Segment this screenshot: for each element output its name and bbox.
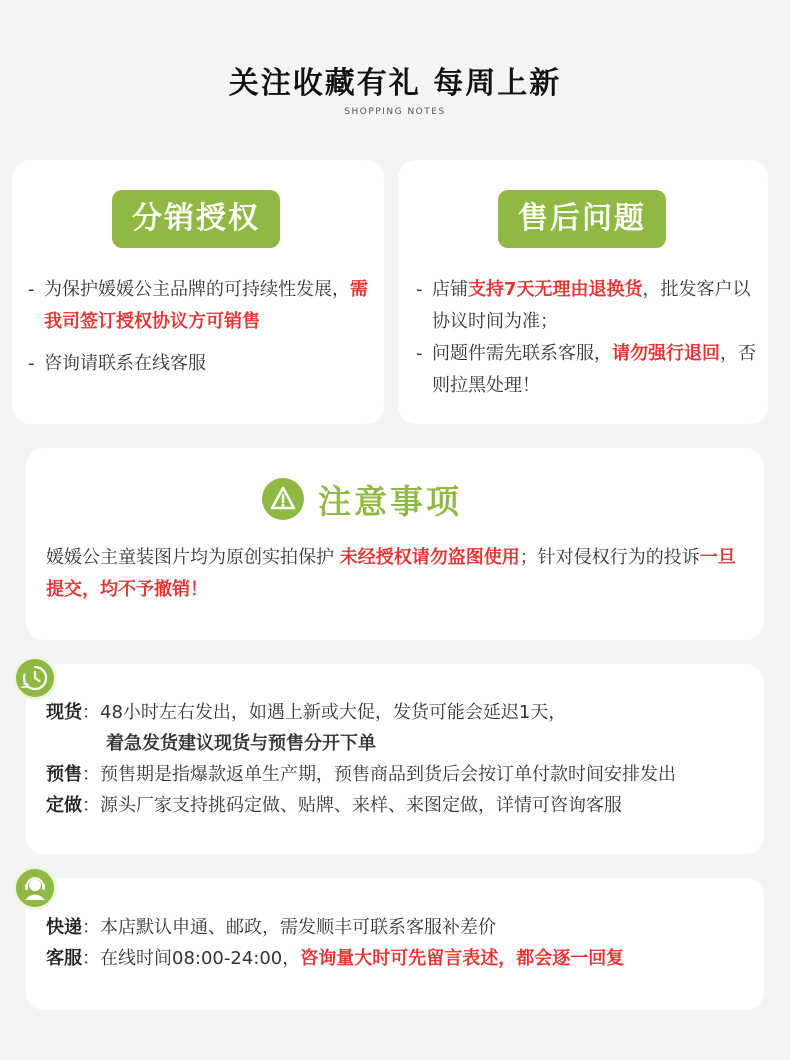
- notice-highlight-2: 一旦提交，均不予撤销！: [46, 547, 736, 600]
- after-sale-item-2-pre: 问题件需先联系客服，: [432, 343, 612, 364]
- cs-line: [46, 943, 758, 975]
- bullet-dash: -: [416, 343, 423, 364]
- presale-text: ：预售期是指爆款返单生产期，预售商品到货后会按订单付款时间安排发出: [82, 764, 676, 785]
- distribution-item-1-highlight: 需我司签订授权协议方可销售: [44, 279, 368, 332]
- spot-label: 现货: [46, 702, 82, 723]
- cs-label: 客服: [46, 948, 82, 969]
- spot-highlight: 着急发货建议现货与预售分开下单: [106, 733, 376, 754]
- page-subtitle: SHOPPING NOTES: [344, 107, 446, 117]
- notice-card: [26, 448, 764, 640]
- bullet-dash: -: [28, 279, 35, 300]
- distribution-item-2: [28, 348, 373, 380]
- notice-text-mid: ；针对侵权行为的投诉: [519, 547, 700, 568]
- bullet-dash: -: [28, 353, 35, 374]
- express-text: ：本店默认申通、邮政，需发顺丰可联系客服补差价: [82, 917, 496, 938]
- after-sale-item-1-pre: 店铺: [432, 279, 468, 300]
- page-title: 关注收藏有礼 每周上新: [228, 66, 562, 101]
- presale-label: 预售: [46, 764, 82, 785]
- presale-line: [46, 759, 766, 791]
- warning-icon: [262, 478, 304, 520]
- bullet-dash: -: [416, 279, 423, 300]
- after-sale-item-1-post: ，批发客户以协议时间为准；: [432, 279, 751, 332]
- clock-icon: [13, 656, 57, 700]
- spot-line: [46, 697, 758, 729]
- custom-label: 定做: [46, 795, 82, 816]
- distribution-title: 分销授权: [112, 190, 280, 248]
- after-sale-item-2: [416, 338, 756, 402]
- distribution-card: [12, 160, 384, 424]
- after-sale-item-1-highlight: 支持7天无理由退换货: [468, 279, 643, 300]
- express-line: [46, 912, 758, 944]
- after-sale-card: [398, 160, 768, 424]
- after-sale-item-2-highlight: 请勿强行退回: [612, 343, 720, 364]
- distribution-item-1: [28, 274, 373, 338]
- custom-text: ：源头厂家支持挑码定做、贴牌、来样、来图定做，详情可咨询客服: [82, 795, 622, 816]
- distribution-item-1-text: 为保护媛媛公主品牌的可持续性发展，: [44, 279, 350, 300]
- notice-text: [46, 542, 750, 606]
- notice-text-pre: 媛媛公主童装图片均为原创实拍保护: [46, 547, 340, 568]
- after-sale-title: 售后问题: [498, 190, 666, 248]
- cs-highlight: 咨询量大时可先留言表述，都会逐一回复: [300, 948, 625, 969]
- express-label: 快递: [46, 917, 82, 938]
- after-sale-item-1: [416, 274, 756, 338]
- headset-agent-icon: [13, 866, 57, 910]
- spot-text: ：48小时左右发出，如遇上新或大促，发货可能会延迟1天，: [82, 702, 567, 723]
- cs-text: ：在线时间08:00-24:00，: [82, 948, 301, 969]
- custom-line: [46, 790, 758, 822]
- notice-title: 注意事项: [318, 482, 462, 521]
- distribution-item-2-text: 咨询请联系在线客服: [44, 353, 206, 374]
- after-sale-item-2-post: ，否则拉黑处理！: [432, 343, 756, 396]
- notice-highlight-1: 未经授权请勿盗图使用: [339, 547, 520, 568]
